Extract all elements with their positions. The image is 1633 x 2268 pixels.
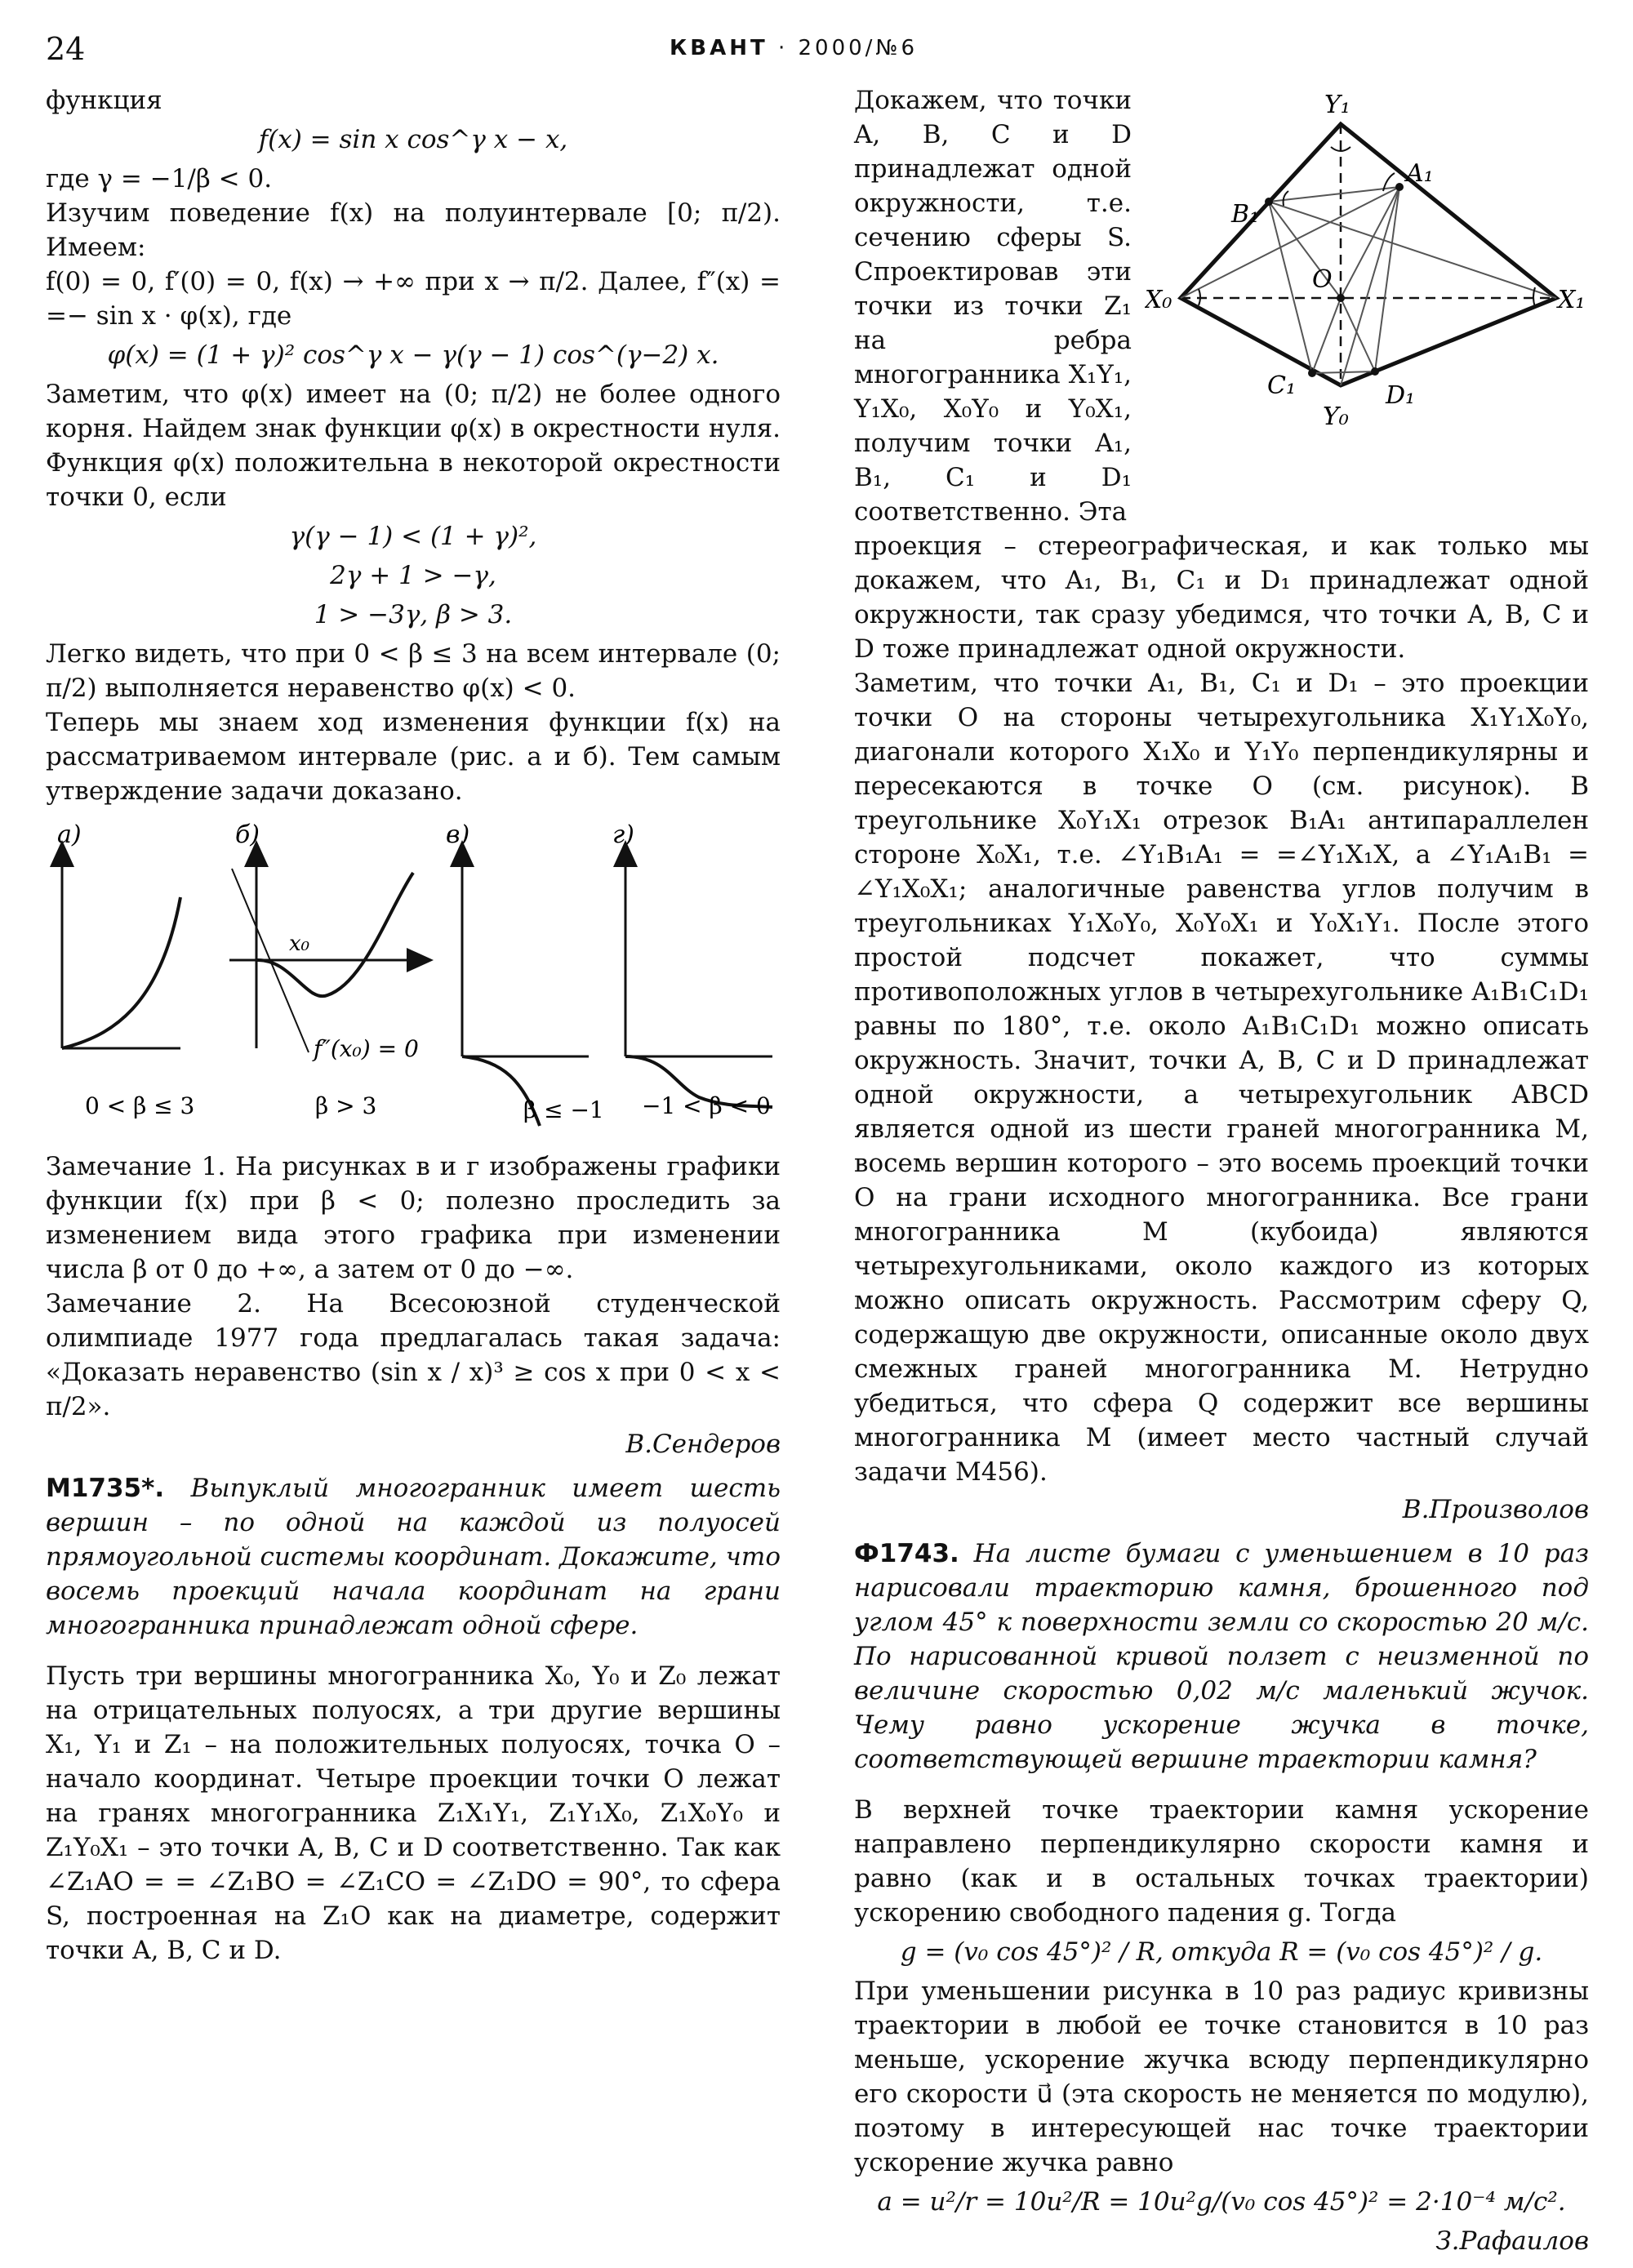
remark-2: Замечание 2. На Всесоюзной студенческой олимпиаде 1977 года предлагалась такая задача: «Доказать неравенство (sin x / x)³ ≥ cos x при 0 < x < π/2». (46, 1289, 781, 1421)
cyclic-quad (1269, 187, 1399, 373)
text-gamma: где γ = −1/β < 0. (46, 164, 273, 193)
text-reduction: При уменьшении рисунка в 10 раз радиус кривизны траектории в любой ее точке становится в 10 раз меньше, ускорение жучка всюду перпендикулярно его скорости u⃗ (эта скорость не меняется по модулю), поэтому в интересующей нас точке траектории ускорение жучка равно (854, 1977, 1589, 2177)
label-A1: A₁ (1406, 159, 1434, 188)
text-study: Изучим поведение f(x) на полуинтервале [0; π/2). Имеем: (46, 198, 781, 262)
intro-with-diagram (854, 83, 1589, 529)
graph-label-a: а) (57, 820, 82, 849)
right-column (854, 83, 1589, 2268)
problem-id-f1743: Ф1743. (854, 1539, 959, 1568)
signature-proizvolov: В.Произволов (1402, 1495, 1589, 1524)
signature-rafailov: З.Рафаилов (1435, 2226, 1589, 2256)
label-C1: C₁ (1267, 371, 1296, 400)
segment-A1-Y0 (1341, 187, 1399, 385)
quad-outline (1181, 124, 1556, 385)
graph-b-fpp: f″(x₀) = 0 (314, 1035, 419, 1062)
point-B1 (1265, 198, 1273, 206)
issue-number: · 2000/№6 (777, 36, 918, 60)
text-function: функция (46, 86, 162, 115)
graph-b-x0: x₀ (289, 932, 310, 956)
label-X1: X₁ (1558, 286, 1586, 314)
text-easy: Легко видеть, что при 0 < β ≤ 3 на всем интервале (0; π/2) выполняется неравенство φ(x) < 0. (46, 639, 781, 703)
graph-a-curve (62, 897, 180, 1048)
formula-g: g = (v₀ cos 45°)² / R, откуда R = (v₀ cos 45°)² / g. (900, 1937, 1543, 1967)
problem-m1735 (46, 1471, 781, 1643)
graph-condition-c: β ≤ −1 (523, 1096, 604, 1123)
text-derivatives: f(0) = 0, f′(0) = 0, f(x) → +∞ при x → π/2. Далее, f″(x) = =− sin x · φ(x), где (46, 267, 781, 331)
point-C1 (1308, 369, 1316, 377)
problem-f1743 (854, 1536, 1589, 1777)
polyhedron-diagram (1145, 83, 1586, 434)
graph-label-c: в) (446, 820, 470, 849)
problem-id-m1735: М1735*. (46, 1474, 165, 1503)
point-A1 (1395, 183, 1404, 191)
journal-title: КВАНТ (670, 36, 768, 60)
label-Y1: Y₁ (1324, 91, 1350, 119)
text-conclusion: Теперь мы знаем ход изменения функции f(x) на рассматриваемом интервале (рис. а и б). Тем самым утверждение задачи доказано. (46, 708, 781, 806)
text-stereographic: проекция – стереографическая, и как только мы докажем, что A₁, B₁, C₁ и D₁ принадлежат одной окружности, так сразу убедимся, что точки A, B, C и D тоже принадлежат одной окружности. (854, 531, 1589, 664)
solution-m1735: Пусть три вершины многогранника X₀, Y₀ и Z₀ лежат на отрицательных полуосях, а три другие вершины X₁, Y₁ и Z₁ – на положительных полуосях, точка O – начало координат. Четыре проекции точки O лежат на гранях многогранника Z₁X₁Y₁, Z₁Y₁X₀, Z₁X₀Y₀ и Z₁Y₀X₁ – это точки A, B, C и D соответственно. Так как ∠Z₁AO = = ∠Z₁BO = ∠Z₁CO = ∠Z₁DO = 90°, то сфера S, построенная на Z₁O как на диаметре, содержит точки A, B, C и D. (46, 1661, 781, 1965)
signature-senderov: В.Сендеров (625, 1430, 781, 1459)
text-prove-circle: Докажем, что точки A, B, C и D принадлежат одной окружности, т.е. сечению сферы S. Спроектировав эти точки из точки Z₁ на ребра многогранника X₁Y₁, Y₁X₀, X₀Y₀ и Y₀X₁, получим точки A₁, B₁, C₁ и D₁ соответственно. Эта (854, 86, 1132, 527)
point-O (1337, 294, 1345, 302)
graph-condition-b: β > 3 (315, 1092, 377, 1119)
text-root: Заметим, что φ(x) имеет на (0; π/2) не более одного корня. Найдем знак функции φ(x) в окрестности нуля. Функция φ(x) положительна в некоторой окрестности точки 0, если (46, 380, 781, 512)
graph-condition-d: −1 < β < 0 (642, 1092, 771, 1119)
formula-a: a = u²/r = 10u²/R = 10u²g/(v₀ cos 45°)² = 2·10⁻⁴ м/с². (877, 2187, 1566, 2217)
graph-label-b: б) (235, 820, 260, 849)
angle-mark-B1 (1284, 191, 1288, 206)
label-D1: D₁ (1386, 381, 1416, 410)
remark-1: Замечание 1. На рисунках в и г изображены графики функции f(x) при β < 0; полезно проследить за изменением вида этого графика при изменении числа β от 0 до +∞, а затем от 0 до −∞. (46, 1152, 781, 1284)
text-projections: Заметим, что точки A₁, B₁, C₁ и D₁ – это проекции точки O на стороны четырехугольника X₁Y₁X₀Y₀, диагонали которого X₁X₀ и Y₁Y₀ перпендикулярны и пересекаются в точке O (см. рисунок). В треугольнике X₀Y₁X₁ отрезок B₁A₁ антипараллелен стороне X₀X₁, т.е. ∠Y₁B₁A₁ = =∠Y₁X₁X, а ∠Y₁A₁B₁ = ∠Y₁X₀X₁; аналогичные равенства углов получим в треугольниках Y₁X₀Y₀, X₀Y₀X₁ и Y₀X₁Y₁. После этого простой подсчет покажет, что суммы противоположных углов в четырехугольнике A₁B₁C₁D₁ равны по 180°, т.е. около A₁B₁C₁D₁ можно описать окружность. Значит, точки A, B, C и D принадлежат одной окружности, а четырехугольник ABCD является одной из шести граней многогранника M, восемь вершин которого – это восемь проекций точки O на грани исходного многогранника. Все грани многогранника M (кубоида) являются четырехугольниками, около каждого из которых можно описать окружность. Рассмотрим сферу Q, содержащую две окружности, описанные около двух смежных граней многогранника M. Нетрудно убедиться, что сфера Q содержит все вершины многогранника M (имеет место частный случай задачи М456). (854, 669, 1589, 1487)
formula-ineq-2: 2γ + 1 > −γ, (330, 561, 496, 590)
point-D1 (1371, 367, 1379, 376)
segment-O-C1 (1312, 298, 1341, 373)
function-graphs (46, 820, 781, 1146)
page-number: 24 (46, 31, 86, 67)
label-B1: B₁ (1231, 200, 1260, 229)
problem-text-m1735: Выпуклый многогранник имеет шесть вершин – по одной на каждой из полуосей прямоугольной системы координат. Докажите, что восемь проекций начала координат на грани многогранника принадлежат одной сфере. (46, 1474, 781, 1640)
label-O: O (1312, 265, 1333, 294)
angle-mark-X1 (1533, 287, 1535, 307)
formula-phi: φ(x) = (1 + γ)² cos^γ x − γ(γ − 1) cos^(γ−2) x. (107, 340, 719, 370)
graph-label-d: г) (612, 820, 634, 849)
solution-f1743: В верхней точке траектории камня ускорение направлено перпендикулярно скорости камня и равно (как и в остальных точках траектории) ускорению свободного падения g. Тогда (854, 1795, 1589, 1928)
problem-text-f1743: На листе бумаги с уменьшением в 10 раз нарисовали траекторию камня, брошенного под углом 45° к поверхности земли со скоростью 20 м/с. По нарисованной кривой ползет с неизменной по величине скоростью 0,02 м/с маленький жучок. Чему равно ускорение жучка в точке, соответствующей вершине траектории камня? (854, 1539, 1589, 1774)
segment-A1-X0 (1181, 187, 1399, 298)
segment-O-D1 (1341, 298, 1375, 371)
left-column (46, 83, 781, 1968)
graph-condition-a: 0 < β ≤ 3 (85, 1092, 195, 1119)
label-X0: X₀ (1145, 286, 1172, 314)
formula-ineq-1: γ(γ − 1) < (1 + γ)², (289, 522, 537, 551)
graph-b-curve (256, 873, 413, 996)
running-head (670, 36, 918, 60)
formula-f: f(x) = sin x cos^γ x − x, (258, 125, 568, 154)
formula-ineq-3: 1 > −3γ, β > 3. (314, 600, 513, 629)
label-Y0: Y₀ (1323, 402, 1349, 431)
